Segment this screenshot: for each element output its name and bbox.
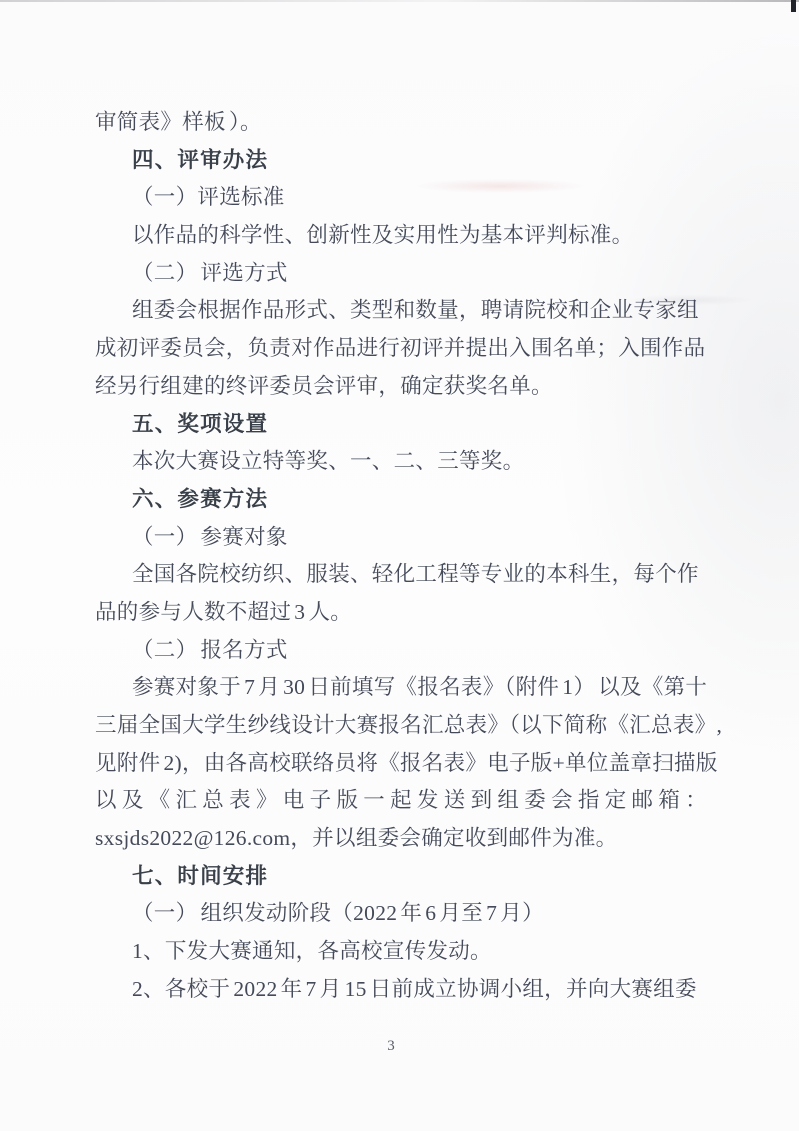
section-heading-7: 七、时间安排 xyxy=(132,863,269,888)
text-line: 品的参与人数不超过 3 人。 xyxy=(95,599,353,624)
section-heading-6: 六、参赛方法 xyxy=(132,486,269,511)
section-heading-4: 四、评审办法 xyxy=(132,147,269,172)
numbered-item-2: 2、各校于 2022 年 7 月 15 日前成立协调小组，并向大赛组委 xyxy=(132,976,697,1001)
scan-edge-artifact xyxy=(0,0,799,2)
page-number: 3 xyxy=(387,1038,395,1054)
text-line: 成初评委员会，负责对作品进行初评并提出入围名单；入围作品 xyxy=(95,336,706,361)
subsection-label: （二） 评选方式 xyxy=(132,260,288,285)
subsection-label: （一）评选标准 xyxy=(132,185,285,210)
section-heading-5: 五、奖项设置 xyxy=(132,411,269,436)
subsection-label: （一） 参赛对象 xyxy=(132,524,288,549)
subsection-label: （二） 报名方式 xyxy=(132,637,288,662)
email-address-line: sxsjds2022@126.com，并以组委会确定收到邮件为准。 xyxy=(95,826,618,851)
text-line: 全国各院校纺织、服装、轻化工程等专业的本科生，每个作 xyxy=(132,562,699,587)
text-line: 审简表》样板 ）。 xyxy=(95,110,262,134)
text-line: 见附件 2)，由各高校联络员将《报名表》电子版+单位盖章扫描版 xyxy=(95,750,718,775)
text-line: 本次大赛设立特等奖、一、二、三等奖。 xyxy=(132,449,525,474)
text-line-justified: 以及《汇总表》电子版一起发送到组委会指定邮箱： xyxy=(95,788,707,813)
text-line: 参赛对象于 7 月 30 日前填写《报名表》（附件 1） 以及《第十 xyxy=(132,675,708,700)
text-line: 以作品的科学性、创新性及实用性为基本评判标准。 xyxy=(132,223,634,248)
document-body xyxy=(95,104,723,1009)
text-line: 组委会根据作品形式、类型和数量，聘请院校和企业专家组 xyxy=(132,298,699,323)
text-line: 经另行组建的终评委员会评审，确定获奖名单。 xyxy=(95,373,553,398)
scan-corner-artifact xyxy=(791,0,796,12)
subsection-label: （一） 组织发动阶段（2022 年 6 月至 7 月） xyxy=(132,901,544,926)
text-line: 三届全国大学生纱线设计大赛报名汇总表》（以下简称《汇总表》, xyxy=(95,713,723,737)
numbered-item-1: 1、下发大赛通知，各高校宣传发动。 xyxy=(132,939,492,964)
